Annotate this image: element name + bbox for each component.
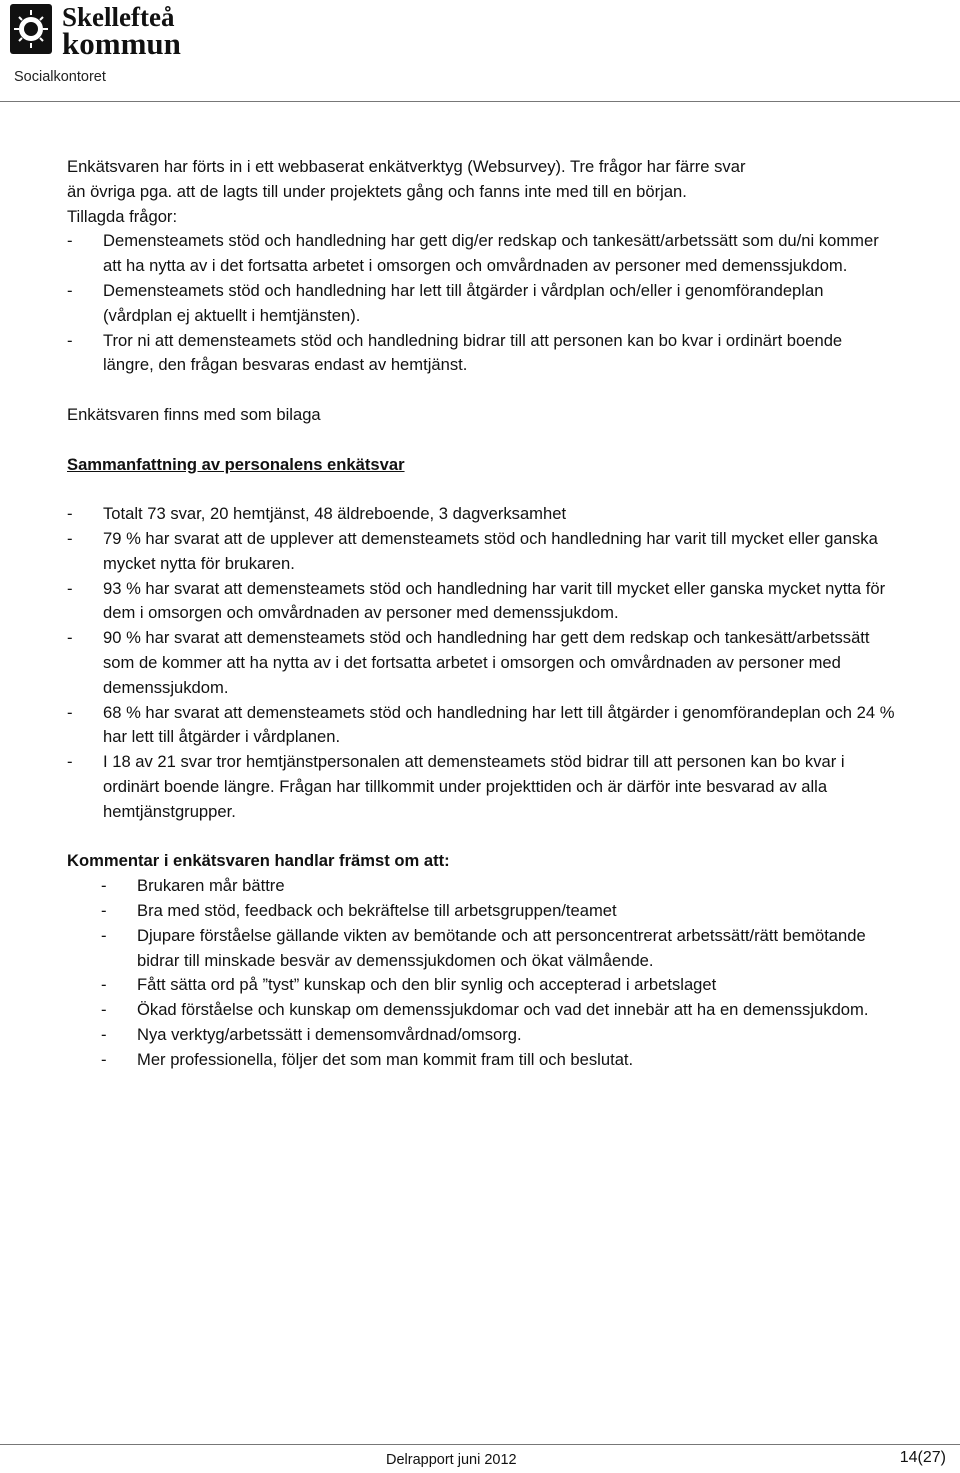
svg-text:kommun: kommun — [62, 26, 181, 56]
department-label: Socialkontoret — [14, 69, 106, 85]
svg-text:Skellefteå: Skellefteå — [62, 2, 175, 32]
intro-line: än övriga pga. att de lagts till under projektets gång och fanns inte med till en början. — [67, 181, 687, 201]
footer-divider — [0, 1444, 960, 1445]
list-item: - Djupare förståelse gällande vikten av bemötande och att personcentrerat arbetssätt/rätt bemötande bidrar till minskade besvär av demenssjukdomen och ökat välmående. — [101, 925, 866, 970]
list-item: - Mer professionella, följer det som man kommit fram till och beslutat. — [101, 1049, 634, 1069]
list-item: - Fått sätta ord på ”tyst” kunskap och den blir synlig och accepterad i arbetslaget — [101, 975, 717, 995]
list-item: - 79 % har svarat att de upplever att demensteamets stöd och handledning har varit till mycket eller ganska mycket nytta för brukaren. — [67, 528, 878, 573]
list-item: - Demensteamets stöd och handledning har lett till åtgärder i vårdplan och/eller i genomförandeplan (vårdplan ej aktuellt i hemtjänsten). — [67, 280, 824, 325]
list-item: - Brukaren mår bättre — [101, 876, 285, 896]
list-item: - 68 % har svarat att demensteamets stöd och handledning har lett till åtgärder i genomförandeplan och 24 % har lett till åtgärder i vårdplanen. — [67, 702, 895, 747]
list-item: - Tror ni att demensteamets stöd och handledning bidrar till att personen kan bo kvar i ordinärt boende längre, den frågan besvaras endast av hemtjänst. — [67, 330, 843, 375]
list-item: - I 18 av 21 svar tror hemtjänstpersonalen att demensteamets stöd bidrar till att personen kan bo kvar i ordinärt boende längre. Frågan har tillkommit under projekttiden och är därför inte besvarad av alla hemtjänstgrupper. — [67, 752, 845, 821]
comments-heading: Kommentar i enkätsvaren handlar främst om att: — [67, 851, 450, 871]
added-questions-label: Tillagda frågor: — [67, 206, 178, 226]
list-item: - Bra med stöd, feedback och bekräftelse till arbetsgruppen/teamet — [101, 900, 617, 920]
list-item: - Totalt 73 svar, 20 hemtjänst, 48 äldreboende, 3 dagverksamhet — [67, 504, 567, 524]
report-title: Delrapport juni 2012 — [386, 1452, 517, 1468]
list-item: - Demensteamets stöd och handledning har gett dig/er redskap och tankesätt/arbetssätt som du/ni kommer att ha nytta av i det fortsatta arbetet i omsorgen och omvårdnaden av personer med demenssjukdom. — [67, 231, 879, 276]
summary-heading: Sammanfattning av personalens enkätsvar — [67, 454, 405, 474]
list-item: - 93 % har svarat att demensteamets stöd och handledning har varit till mycket eller ganska mycket nytta för dem i omsorgen och omvårdnaden av personer med demenssjukdom. — [67, 578, 886, 623]
document-body — [67, 155, 897, 1072]
skelleftea-logo — [10, 2, 215, 56]
header-divider — [0, 101, 960, 102]
attachment-note: Enkätsvaren finns med som bilaga — [67, 404, 321, 424]
list-item: - Nya verktyg/arbetssätt i demensomvårdnad/omsorg. — [101, 1024, 522, 1044]
intro-line: Enkätsvaren har förts in i ett webbaserat enkätverktyg (Websurvey). Tre frågor har färre svar — [67, 157, 746, 176]
list-item: - Ökad förståelse och kunskap om demenssjukdomar och vad det innebär att ha en demenssjukdom. — [101, 1000, 869, 1020]
page-number: 14(27) — [899, 1449, 946, 1466]
list-item: - 90 % har svarat att demensteamets stöd och handledning har gett dem redskap och tankesätt/arbetssätt som de kommer att ha nytta av i det fortsatta arbetet i omsorgen och omvårdnaden av personer med demenssjukdom. — [67, 628, 870, 697]
